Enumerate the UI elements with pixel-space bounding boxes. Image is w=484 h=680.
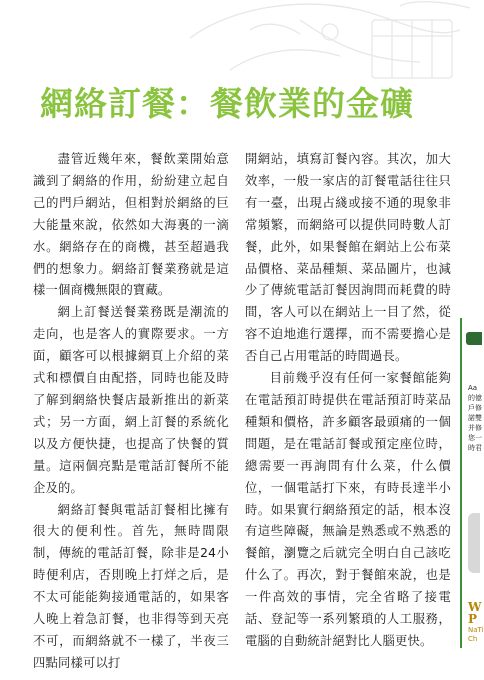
header-decoration [0,0,478,92]
brand-logo-icon [466,332,482,345]
paragraph: 開網站，填寫訂餐內容。其次，加大效率，一般一家店的訂餐電話往往只有一臺，出現占綫或接不通的現象非常頻繁，而網絡可以提供同時數人訂餐，此外，如果餐館在網站上公布菜品價格、菜品種類、菜品圖片，也減少了傳統電話訂餐因詢問而耗費的時間，客人可以在網站上一目了然，從容不迫地進行選擇，而不需要擔心是否自己占用電話的時間過長。 [245,152,451,364]
sidebar-text-line: 時君 [468,444,482,452]
sidebar-text-line: 戶修 [468,404,482,412]
product-image [468,513,480,573]
article-right-column [245,149,451,653]
article-title: 網絡訂餐：餐飲業的金礦 [40,84,414,123]
sidebar-ad-fragment [460,318,484,648]
paragraph: 網上訂餐送餐業務既是潮流的走向，也是客人的實際要求。一方面，顧客可以根據網頁上介紹的菜式和標價自由配搭，同時也能及時了解到網絡快餐店最新推出的新菜式；另一方面，網上訂餐的系統化以及方便快捷，也提高了快餐的質量。這兩個亮點是電話訂餐所不能企及的。 [33,305,229,495]
paragraph: 盡管近幾年來，餐飲業開始意識到了網絡的作用，紛紛建立起自己的門戶網站，但相對於網絡的巨大能量來說，依然如大海裏的一滴水。網絡存在的商機，甚至超過我們的想象力。網絡訂餐業務就是這樣一個商機無限的寶藏。 [33,152,229,298]
paragraph: 目前幾乎沒有任何一家餐館能夠在電話預訂時提供在電話預訂時菜品種類和價格，許多顧客最頭痛的一個問題，是在電話訂餐或預定座位時，總需要一再詢問有什么菜，什么價位，一個電話打下來，有時長達半小時。如果實行網絡預定的話，根本沒有這些障礙，無論是熟悉或不熟悉的餐館，瀏覽之后就完全明白自己該吃什么了。再次，對于餐館來說，也是一件高效的事情，完全省略了接電話、登記等一系列繁瑣的人工服務，電腦的自動統計絕對比人腦更快。 [245,371,451,648]
sidebar-text-line: 諾雙 [468,414,482,422]
sidebar-small-text: NaTi [468,626,484,634]
paragraph: 網絡訂餐與電話訂餐相比擁有很大的便利性。首先，無時間限制，傳統的電話訂餐，除非是24小時便利店，否則晚上打烊之后，是不太可能能夠接通電話的，如果客人晚上着急訂餐，也非得等到天亮不可，而網絡就不一樣了，半夜三四點同樣可以打 [33,502,229,670]
article-left-column [33,149,229,675]
sidebar-text-line: 的億 [468,394,482,402]
sidebar-small-text: Ch [468,635,478,643]
sidebar-text-line: 并修 [468,424,482,432]
sidebar-big-letter: W [468,600,482,614]
sidebar-text-line: 您一 [468,434,482,442]
sidebar-text-line: Aa [468,384,478,392]
sidebar-big-letter: P [468,612,478,626]
